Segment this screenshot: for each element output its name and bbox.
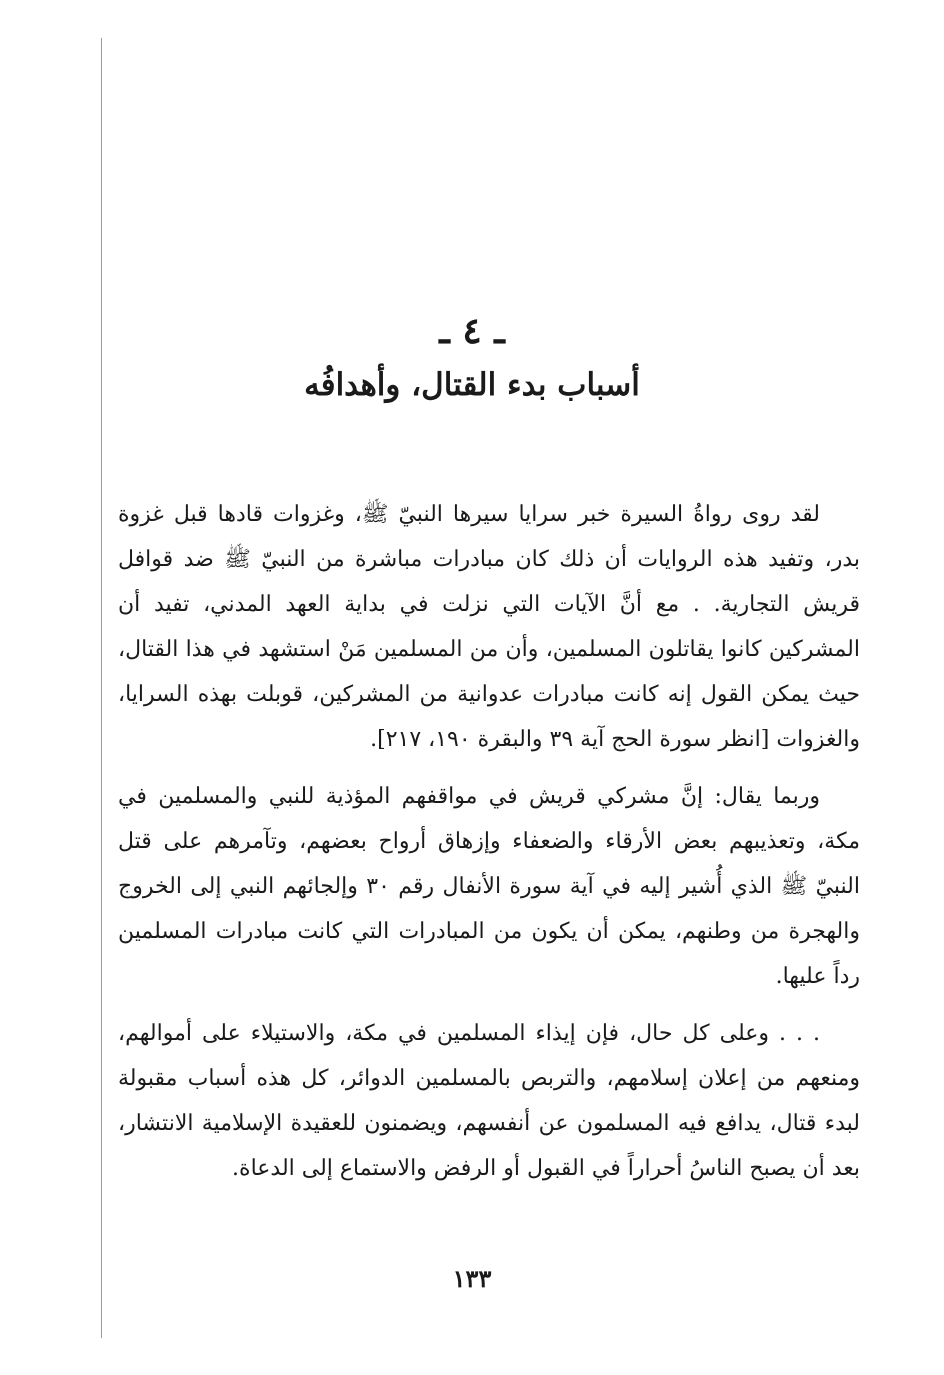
- page-number: ١٣٣: [452, 1264, 492, 1293]
- paragraph-2: وربما يقال: إنَّ مشركي قريش في مواقفهم المؤذية للنبي والمسلمين في مكة، وتعذيبهم بعض الأرقاء والضعفاء وإزهاق أرواح بعضهم، وتآمرهم على قتل النبيّ ﷺ الذي أُشير إليه في آية سورة الأنفال رقم ٣٠ وإلجائهم النبي إلى الخروج والهجرة من وطنهم، يمكن أن يكون من المبادرات التي كانت مبادرات المسلمين رداً عليها.: [118, 784, 860, 989]
- paragraph-3: . . . وعلى كل حال، فإن إيذاء المسلمين في مكة، والاستيلاء على أموالهم، ومنعهم من إعلان إسلامهم، والتربص بالمسلمين الدوائر، كل هذه أسباب مقبولة لبدء قتال، يدافع فيه المسلمون عن أنفسهم، ويضمنون للعقيدة الإسلامية الانتشار، بعد أن يصبح الناسُ أحراراً في القبول أو الرفض والاستماع إلى الدعاة.: [118, 1021, 860, 1181]
- paragraph-1: لقد روى رواةُ السيرة خبر سرايا سيرها النبيّ ﷺ، وغزوات قادها قبل غزوة بدر، وتفيد هذه الروايات أن ذلك كان مبادرات مباشرة من النبيّ ﷺ ضد قوافل قريش التجارية. . مع أنَّ الآيات التي نزلت في بداية العهد المدني، تفيد أن المشركين كانوا يقاتلون المسلمين، وأن من المسلمين مَنْ استشهد في هذا القتال، حيث يمكن القول إنه كانت مبادرات عدوانية من المشركين، قوبلت بهذه السرايا، والغزوات [انظر سورة الحج آية ٣٩ والبقرة ١٩٠، ٢١٧].: [118, 502, 860, 752]
- chapter-number: ـ ٤ ـ: [439, 310, 505, 352]
- chapter-title: أسباب بدء القتال، وأهدافُه: [304, 367, 640, 403]
- page-gutter-line: [101, 38, 102, 1338]
- body-text: [118, 492, 860, 1203]
